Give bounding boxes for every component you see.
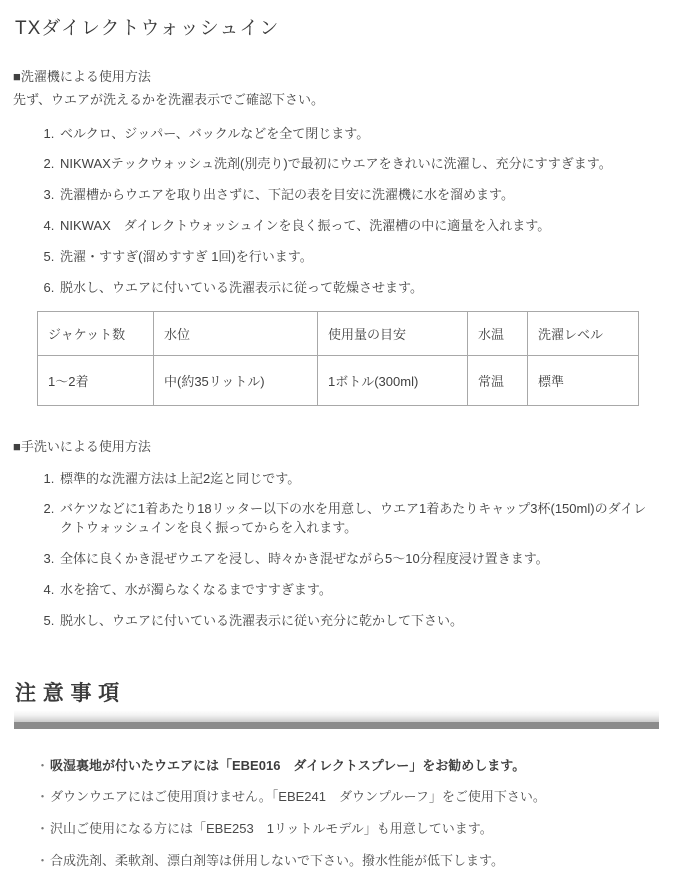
notice-heading: 注意事項 [15, 681, 126, 705]
table-header-water-temp: 水温 [468, 311, 528, 355]
table-header-amount: 使用量の目安 [318, 311, 468, 355]
notice-item-text: ダウンウエアにはご使用頂けません。「EBE241 ダウンプルーフ」をご使用下さい。 [50, 789, 546, 805]
machine-wash-step: 6. 脱水し、ウエアに付いている洗濯表示に従って乾燥させます。 [58, 279, 656, 298]
hand-wash-step: 2. バケツなどに1着あたり18リッター以下の水を用意し、ウエア1着あたりキャップ3杯(150ml)のダイレクトウォッシュインを良く振ってからを入れます。 [58, 500, 656, 538]
machine-wash-step: 4. NIKWAX ダイレクトウォッシュインを良く振って、洗濯槽の中に適量を入れます。 [58, 217, 656, 236]
bullet-icon: ・ [36, 853, 50, 869]
notice-item-text: 沢山ご使用になる方には「EBE253 1リットルモデル」も用意しています。 [50, 821, 493, 837]
table-header-jackets: ジャケット数 [38, 311, 154, 355]
machine-wash-step: 1. ベルクロ、ジッパー、バックルなどを全て閉じます。 [58, 125, 656, 144]
machine-wash-heading: ■洗濯機による使用方法 [13, 69, 151, 84]
page-title: TXダイレクトウォッシュイン [15, 18, 280, 39]
notice-list [0, 757, 680, 871]
machine-wash-step: 2. NIKWAXテックウォッシュ洗剤(別売り)で最初にウエアをきれいに洗濯し、充分にすすぎます。 [58, 155, 656, 174]
table-cell-wash-level: 標準 [528, 355, 639, 405]
notice-divider-bar [14, 722, 659, 729]
table-cell-jackets: 1〜2着 [38, 355, 154, 405]
notice-item [36, 852, 680, 871]
machine-wash-intro: 先ず、ウエアが洗えるかを洗濯表示でご確認下さい。 [13, 92, 324, 107]
table-header-wash-level: 洗濯レベル [528, 311, 639, 355]
bullet-icon: ・ [36, 789, 50, 805]
table-header-water-level: 水位 [154, 311, 318, 355]
notice-item [36, 757, 680, 776]
machine-wash-step: 5. 洗濯・すすぎ(溜めすすぎ 1回)を行います。 [58, 248, 656, 267]
usage-table-data-row [38, 355, 639, 405]
notice-item-text: 吸湿裏地が付いたウエアには「EBE016 ダイレクトスプレー」をお勧めします。 [50, 757, 526, 773]
hand-wash-step: 5. 脱水し、ウエアに付いている洗濯表示に従い充分に乾かして下さい。 [58, 612, 656, 631]
bullet-icon: ・ [36, 821, 50, 837]
usage-table [37, 311, 639, 406]
table-cell-water-level: 中(約35リットル) [154, 355, 318, 405]
notice-divider-gradient [14, 710, 659, 722]
usage-table-header-row [38, 311, 639, 355]
notice-item-text: 合成洗剤、柔軟剤、漂白剤等は併用しないで下さい。撥水性能が低下します。 [50, 853, 504, 869]
hand-wash-heading: ■手洗いによる使用方法 [13, 438, 151, 454]
notice-item [36, 788, 680, 807]
bullet-icon: ・ [36, 757, 50, 773]
machine-wash-step: 3. 洗濯槽からウエアを取り出さずに、下記の表を目安に洗濯機に水を溜めます。 [58, 186, 656, 205]
hand-wash-step: 1. 標準的な洗濯方法は上記2迄と同じです。 [58, 470, 656, 489]
hand-wash-steps [0, 470, 680, 631]
table-cell-water-temp: 常温 [468, 355, 528, 405]
hand-wash-step: 3. 全体に良くかき混ぜウエアを浸し、時々かき混ぜながら5〜10分程度浸け置きます。 [58, 550, 656, 569]
hand-wash-step: 4. 水を捨て、水が濁らなくなるまですすぎます。 [58, 581, 656, 600]
machine-wash-steps [0, 125, 680, 298]
notice-item [36, 820, 680, 839]
table-cell-amount: 1ボトル(300ml) [318, 355, 468, 405]
